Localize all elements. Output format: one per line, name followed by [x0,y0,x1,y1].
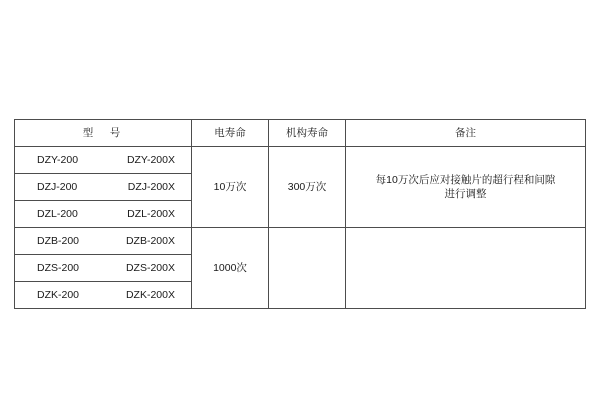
model-cell [15,201,192,228]
table-row [15,147,586,174]
column-header-model: 型 号 [15,120,192,147]
model-code-left: DZS-200 [37,261,80,274]
model-code-right: DZB-200X [125,234,175,247]
model-cell [15,147,192,174]
column-header-remarks: 备注 [346,120,586,147]
model-code-right: DZK-200X [125,288,175,301]
spec-table-container [14,119,586,309]
model-code-left: DZY-200 [37,153,79,166]
table-row [15,228,586,255]
remarks-line-1: 每10万次后应对接触片的超行程和间隙 [375,173,556,186]
electrical-life-group-1: 10万次 [192,147,269,228]
model-code-right: DZS-200X [125,261,175,274]
model-code-right: DZY-200X [126,153,175,166]
column-header-mechanical-life: 机构寿命 [269,120,346,147]
model-cell [15,228,192,255]
model-code-left: DZK-200 [37,288,80,301]
mechanical-life-empty [269,228,346,309]
model-code-left: DZL-200 [37,207,78,220]
remarks-cell [346,147,586,228]
remarks-empty [346,228,586,309]
column-header-electrical-life: 电寿命 [192,120,269,147]
specification-table [14,119,586,309]
model-cell [15,282,192,309]
model-cell [15,255,192,282]
table-header-row [15,120,586,147]
remarks-line-2: 进行调整 [444,188,487,200]
model-code-right: DZL-200X [127,207,175,220]
mechanical-life-value: 300万次 [269,147,346,228]
electrical-life-group-2: 1000次 [192,228,269,309]
model-code-right: DZJ-200X [127,180,175,193]
model-code-left: DZB-200 [37,234,80,247]
model-cell [15,174,192,201]
model-code-left: DZJ-200 [37,180,78,193]
